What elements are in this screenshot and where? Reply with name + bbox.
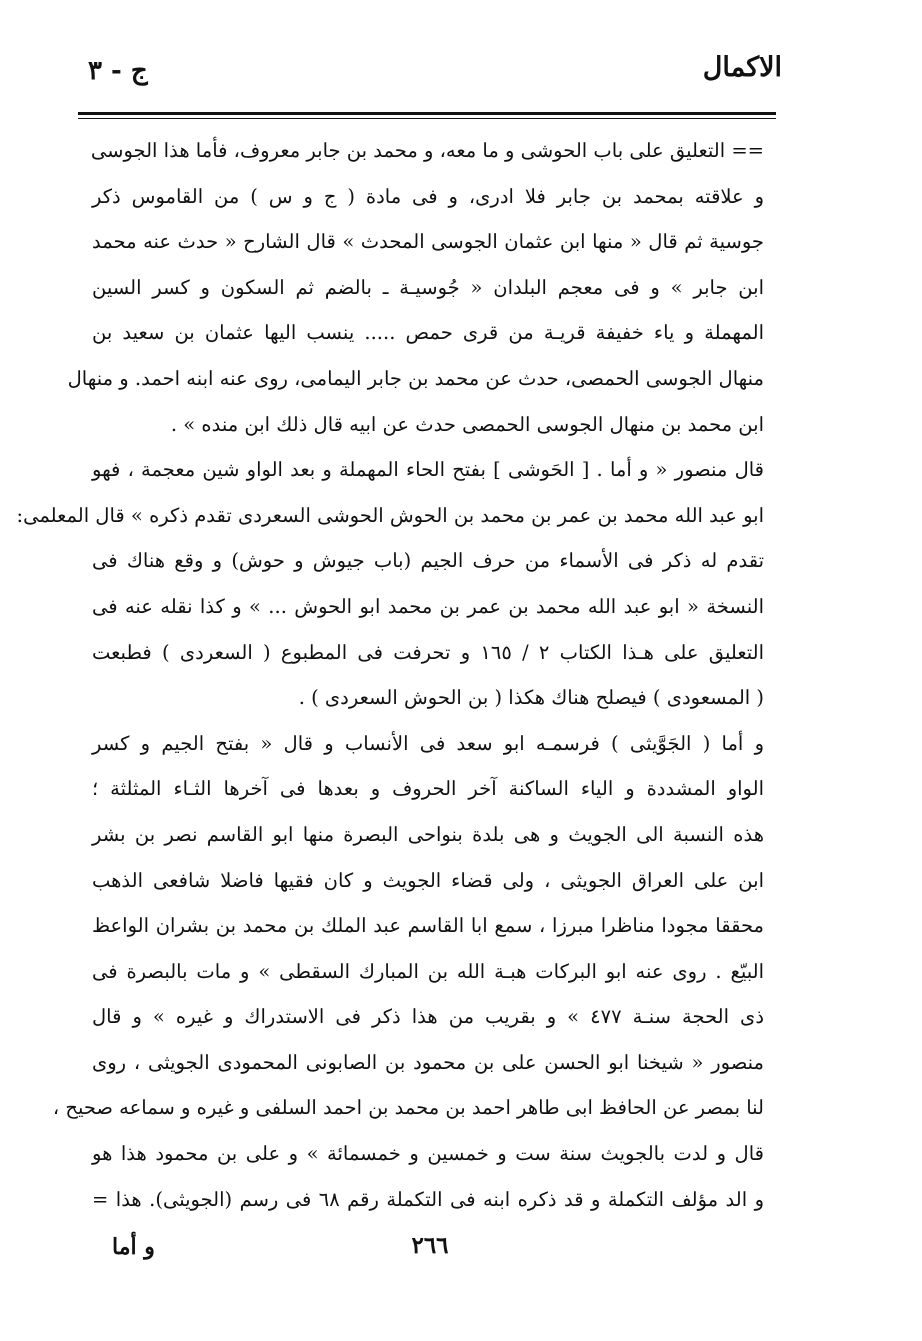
text-line: تقدم له ذكر فى الأسماء من حرف الجيم (باب جيوش و حوش) و وقع هناك فى bbox=[92, 549, 764, 573]
text-line: قال منصور « و أما . [ الحَوشى ] بفتح الحاء المهملة و بعد الواو شين معجمة ، فهو bbox=[92, 458, 764, 482]
text-line: ( المسعودى ) فيصلح هناك هكذا ( بن الحوش السعردى ) . bbox=[298, 686, 764, 710]
text-line: جوسية ثم قال « منها ابن عثمان الجوسى المحدث » قال الشارح « حدث عنه محمد bbox=[92, 230, 764, 254]
text-line: ابن على العراق الجويثى ، ولى قضاء الجويث و كان فقيها فاضلا شافعى الذهب bbox=[92, 868, 764, 892]
running-title: الاكمال bbox=[702, 52, 782, 83]
text-line: ابن جابر » و فى معجم البلدان « جُوسيـة ـ بالضم ثم السكون و كسر السين bbox=[92, 275, 764, 299]
header-rule-thin bbox=[78, 118, 776, 119]
text-line: هذه النسبة الى الجويث و هى بلدة بنواحى البصرة منها ابو القاسم نصر بن بشر bbox=[92, 822, 764, 846]
text-line: ابو عبد الله محمد بن عمر بن محمد بن الحوش الحوشى السعردى تقدم ذكره » قال المعلمى: bbox=[16, 503, 764, 527]
header-rule-thick bbox=[78, 112, 776, 115]
body-text bbox=[16, 128, 765, 1222]
text-line: و علاقته بمحمد بن جابر فلا ادرى، و فى مادة ( ج و س ) من القاموس ذكر bbox=[92, 184, 764, 208]
text-line: محققا مجودا مناظرا مبرزا ، سمع ابا القاسم عبد الملك بن محمد بن بشران الواعظ bbox=[92, 914, 764, 938]
text-line: منهال الجوسى الحمصى، حدث عن محمد بن جابر اليمامى، روى عنه ابنه احمد. و منهال bbox=[67, 366, 764, 390]
text-line: المهملة و ياء خفيفة قريـة من قرى حمص ..... ينسب اليها عثمان بن سعيد بن bbox=[92, 321, 764, 345]
text-line: ابن محمد بن منهال الجوسى الحمصى حدث عن ابيه قال ذلك ابن منده » . bbox=[170, 412, 764, 436]
text-line: و الد مؤلف التكملة و قد ذكره ابنه فى التكملة رقم ٦٨ فى رسم (الجويثى). هذا = bbox=[92, 1187, 765, 1211]
text-line: لنا بمصر عن الحافظ ابى طاهر احمد بن محمد بن احمد السلفى و غيره و سماعه صحيح ، bbox=[52, 1096, 764, 1120]
text-line: == التعليق على باب الحوشى و ما معه، و محمد بن جابر معروف، فأما هذا الجوسى bbox=[90, 139, 764, 162]
text-line: منصور « شيخنا ابو الحسن على بن محمود بن الصابونى المحمودى الجويثى ، روى bbox=[92, 1050, 765, 1074]
catchword: و أما bbox=[112, 1234, 155, 1260]
volume-marker: ج - ٣ bbox=[88, 56, 148, 86]
page-number: ٢٦٦ bbox=[411, 1232, 449, 1259]
text-line: البيّع . روى عنه ابو البركات هبـة الله بن المبارك السقطى » و مات بالبصرة فى bbox=[92, 959, 764, 983]
text-line: النسخة « ابو عبد الله محمد بن عمر بن محمد ابو الحوش ... » و كذا نقله عنه فى bbox=[92, 594, 764, 618]
text-line: الواو المشددة و الياء الساكنة آخر الحروف و بعدها فى آخرها الثـاء المثلثة ؛ bbox=[92, 777, 764, 801]
text-line: التعليق على هـذا الكتاب ٢ / ١٦٥ و تحرفت فى المطبوع ( السعردى ) فطبعت bbox=[92, 640, 764, 664]
text-line: ذى الحجة سنـة ٤٧٧ » و بقريب من هذا ذكر فى الاستدراك و غيره » و قال bbox=[92, 1005, 764, 1029]
text-line: قال و لدت بالجويث سنة ست و خمسين و خمسمائة » و على بن محمود هذا هو bbox=[92, 1142, 764, 1166]
text-line: و أما ( الجَوَّيثى ) فرسمـه ابو سعد فى الأنساب و قال « بفتح الجيم و كسر bbox=[92, 731, 764, 755]
